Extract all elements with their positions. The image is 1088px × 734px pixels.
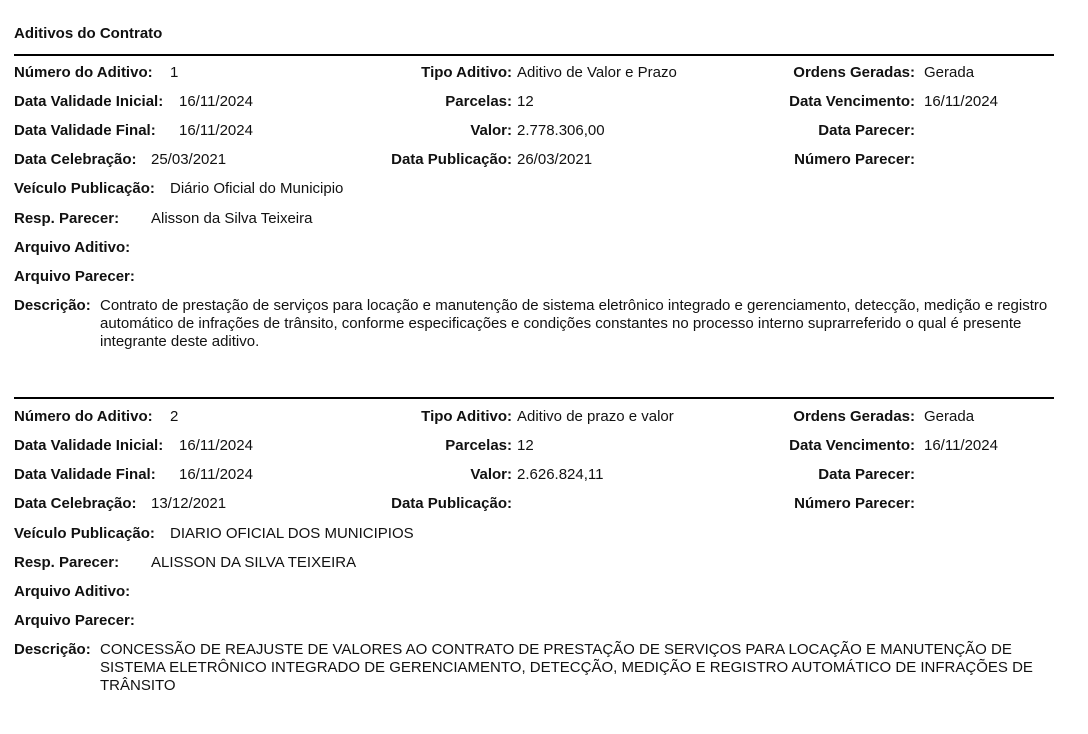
aditivo-block-2 xyxy=(0,408,1088,718)
celebracao-label: Data Celebração: xyxy=(14,495,137,512)
descricao-value: Contrato de prestação de serviços para locação e manutenção de sistema eletrônico integrado e gerenciamento, detecção, medição e registro automático de infrações de trânsito, conforme especificações e condições constantes no processo interno suprarreferido o qual é presente integrante deste aditivo. xyxy=(100,297,1048,350)
arquivo-aditivo-label: Arquivo Aditivo: xyxy=(14,239,131,256)
valor-value: 2.778.306,00 xyxy=(517,122,605,139)
celebracao-label: Data Celebração: xyxy=(14,151,137,168)
veiculo-value: Diário Oficial do Municipio xyxy=(170,180,344,197)
numero-label: Número do Aditivo: xyxy=(14,408,153,425)
aditivo-block-1 xyxy=(0,64,1088,374)
descricao-label: Descrição: xyxy=(14,297,91,314)
tipo-value: Aditivo de Valor e Prazo xyxy=(517,64,677,81)
numero-parecer-label: Número Parecer: xyxy=(794,151,915,168)
validade-final-label: Data Validade Final: xyxy=(14,466,156,483)
numero-parecer-label: Número Parecer: xyxy=(794,495,915,512)
arquivo-parecer-label: Arquivo Parecer: xyxy=(14,612,135,629)
vencimento-label: Data Vencimento: xyxy=(789,437,915,454)
parcelas-value: 12 xyxy=(517,93,534,110)
resp-parecer-label: Resp. Parecer: xyxy=(14,554,120,571)
arquivo-parecer-label: Arquivo Parecer: xyxy=(14,268,135,285)
ordens-label: Ordens Geradas: xyxy=(793,408,915,425)
numero-value: 2 xyxy=(170,408,179,425)
veiculo-value: DIARIO OFICIAL DOS MUNICIPIOS xyxy=(170,525,414,542)
validade-final-value: 16/11/2024 xyxy=(179,122,253,139)
publicacao-label: Data Publicação: xyxy=(391,151,512,168)
valor-label: Valor: xyxy=(470,122,512,139)
vencimento-value: 16/11/2024 xyxy=(924,93,998,110)
arquivo-aditivo-label: Arquivo Aditivo: xyxy=(14,583,131,600)
numero-label: Número do Aditivo: xyxy=(14,64,153,81)
validade-inicial-value: 16/11/2024 xyxy=(179,93,253,110)
ordens-label: Ordens Geradas: xyxy=(793,64,915,81)
numero-value: 1 xyxy=(170,64,179,81)
section-divider xyxy=(14,54,1054,56)
resp-parecer-label: Resp. Parecer: xyxy=(14,210,120,227)
vencimento-value: 16/11/2024 xyxy=(924,437,998,454)
resp-parecer-value: Alisson da Silva Teixeira xyxy=(151,210,313,227)
valor-label: Valor: xyxy=(470,466,512,483)
parcelas-label: Parcelas: xyxy=(445,437,512,454)
validade-final-label: Data Validade Final: xyxy=(14,122,156,139)
celebracao-value: 13/12/2021 xyxy=(151,495,227,512)
section-divider xyxy=(14,397,1054,399)
ordens-value: Gerada xyxy=(924,64,975,81)
ordens-value: Gerada xyxy=(924,408,975,425)
veiculo-label: Veículo Publicação: xyxy=(14,180,155,197)
publicacao-value: 26/03/2021 xyxy=(517,151,593,168)
veiculo-label: Veículo Publicação: xyxy=(14,525,155,542)
valor-value: 2.626.824,11 xyxy=(517,466,604,483)
tipo-value: Aditivo de prazo e valor xyxy=(517,408,674,425)
validade-inicial-value: 16/11/2024 xyxy=(179,437,253,454)
descricao-value: CONCESSÃO DE REAJUSTE DE VALORES AO CONTRATO DE PRESTAÇÃO DE SERVIÇOS PARA LOCAÇÃO E MANUTENÇÃO DE SISTEMA ELETRÔNICO INTEGRADO DE GERENCIAMENTO, DETECÇÃO, MEDIÇÃO E REGISTRO AUTOMÁTICO DE INFRAÇÕES DE TRÂNSITO xyxy=(100,641,1033,694)
parcelas-label: Parcelas: xyxy=(445,93,512,110)
validade-inicial-label: Data Validade Inicial: xyxy=(14,93,164,110)
celebracao-value: 25/03/2021 xyxy=(151,151,227,168)
tipo-label: Tipo Aditivo: xyxy=(421,64,512,81)
data-parecer-label: Data Parecer: xyxy=(818,122,915,139)
publicacao-label: Data Publicação: xyxy=(391,495,512,512)
data-parecer-label: Data Parecer: xyxy=(818,466,915,483)
validade-inicial-label: Data Validade Inicial: xyxy=(14,437,164,454)
validade-final-value: 16/11/2024 xyxy=(179,466,253,483)
resp-parecer-value: ALISSON DA SILVA TEIXEIRA xyxy=(151,554,357,571)
tipo-label: Tipo Aditivo: xyxy=(421,408,512,425)
descricao-label: Descrição: xyxy=(14,641,91,658)
page-title: Aditivos do Contrato xyxy=(14,25,163,42)
vencimento-label: Data Vencimento: xyxy=(789,93,915,110)
parcelas-value: 12 xyxy=(517,437,534,454)
